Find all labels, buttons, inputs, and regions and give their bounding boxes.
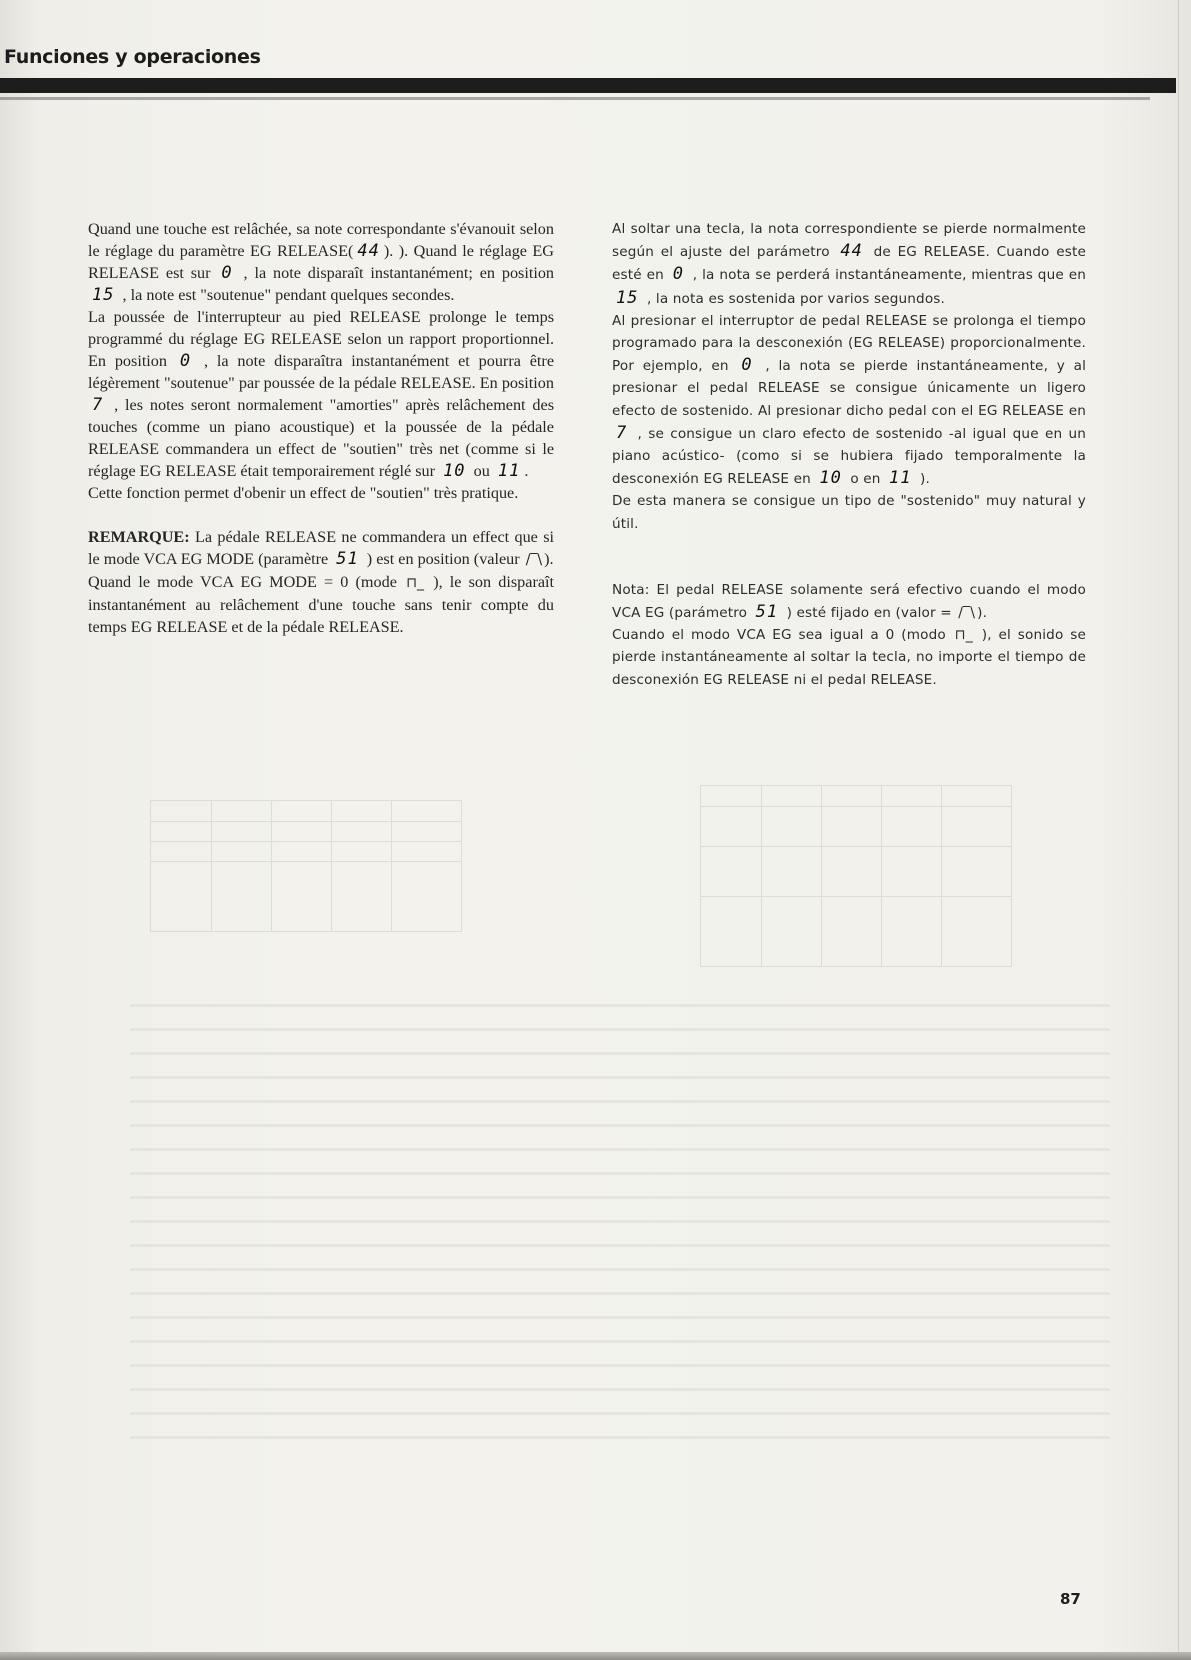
section-title bbox=[4, 46, 261, 68]
bleed-through-table-left bbox=[150, 800, 462, 932]
es-note-text-a: El pedal RELEASE solamente será efectivo cuando el modo VCA EG (parámetro bbox=[612, 581, 1086, 622]
es-p1-display-15: 15 bbox=[616, 287, 639, 308]
french-remark bbox=[88, 526, 554, 571]
fr-p2-display-7: 7 bbox=[92, 395, 104, 415]
es-p2-text-c: , se consigue un claro efecto de sostenido -al igual que en un piano acústico- (como si se hubiera fijado temporalmente la desconexión EG RELEASE en bbox=[612, 425, 1086, 488]
page-bottom-edge bbox=[0, 1652, 1191, 1660]
es-note-label: Nota: bbox=[612, 581, 650, 598]
es-note-display-51: 51 bbox=[755, 602, 779, 623]
french-column bbox=[88, 218, 554, 638]
fr-p2-display-11: 11 bbox=[497, 461, 521, 481]
page-number: 87 bbox=[1060, 1590, 1081, 1608]
envelope-shape-icon: /‾\ bbox=[958, 605, 976, 622]
fr-p2-display-10: 10 bbox=[443, 461, 466, 481]
french-paragraph-3: Cette fonction permet d'obenir un effect de "soutien" très pratique. bbox=[88, 484, 519, 502]
fr-p1-display-15: 15 bbox=[92, 285, 115, 305]
header-rule bbox=[0, 78, 1176, 93]
fr-p1-text-d: , la note est "soutenue" pendant quelques secondes. bbox=[122, 286, 455, 304]
fr-remark-text-e: ), le son disparaît instantanément au relâchement d'une touche sans tenir compte du temps EG RELEASE et de la pédale RELEASE. bbox=[88, 573, 555, 636]
fr-p1-display-44: 44 bbox=[357, 241, 380, 261]
es-p2-text-e: ). bbox=[920, 471, 930, 488]
es-p2-text-a: Al presionar el interruptor de pedal RELEASE se prolonga el tiempo programado para la desconexión (EG RELEASE) proporcionalmente. Por ejemplo, en bbox=[612, 312, 1086, 375]
header-rule-thin bbox=[0, 97, 1150, 100]
es-p2-display-11: 11 bbox=[889, 468, 912, 489]
fr-remark-display-51: 51 bbox=[336, 549, 359, 569]
es-note-text-e: ), el sonido se pierde instantáneamente al soltar la tecla, no importe el tiempo de desconexión EG RELEASE ni el pedal RELEASE. bbox=[612, 627, 1086, 688]
spanish-column bbox=[612, 218, 1086, 691]
es-p1-text-c: , la nota se perderá instantáneamente, mientras que en bbox=[692, 267, 1086, 284]
page-edge-line bbox=[1178, 0, 1179, 1660]
fr-remark-label: REMARQUE: bbox=[88, 528, 190, 546]
fr-p2-text-b: , la note disparaîtra instantanément et pourra être légèrement "soutenue" par poussée de la pédale RELEASE. En position bbox=[88, 352, 555, 392]
fr-p2-display-0: 0 bbox=[179, 351, 192, 371]
fr-remark-text-d: Quand le mode VCA EG MODE = 0 (mode bbox=[88, 573, 397, 591]
es-p2-display-7: 7 bbox=[616, 422, 628, 443]
spanish-paragraph-1 bbox=[612, 218, 1086, 310]
es-note-text-c: ). bbox=[977, 605, 988, 622]
es-p1-display-44: 44 bbox=[840, 241, 863, 262]
section-title-text: Funciones y operaciones bbox=[4, 46, 261, 68]
es-p2-display-0: 0 bbox=[741, 355, 753, 376]
envelope-shape-icon: /‾\ bbox=[525, 552, 543, 568]
gate-shape-icon: ⊓_ bbox=[954, 627, 973, 644]
french-remark-2 bbox=[88, 571, 554, 638]
fr-p2-text-c: , les notes seront normalement "amorties" après relâchement des touches (comme un piano acoustique) et la poussée de la pédale RELEASE commandera un effect de "soutien" très net (comme si le réglage EG RELEASE était temporairement réglé sur bbox=[88, 396, 555, 480]
bleed-through-table-right bbox=[700, 785, 1012, 967]
fr-p2-text-e: . bbox=[524, 462, 529, 480]
fr-remark-text-c: ). bbox=[544, 550, 554, 568]
spanish-paragraph-3: De esta manera se consigue un tipo de "sostenido" muy natural y útil. bbox=[612, 493, 1086, 532]
fr-p1-text-c: , la note disparaît instantanément; en position bbox=[243, 264, 555, 282]
es-note-text-b: ) esté fijado en (valor = bbox=[786, 605, 952, 622]
bleed-through-text-block bbox=[130, 990, 1110, 1450]
spanish-note-2 bbox=[612, 624, 1086, 691]
es-p1-text-d: , la nota es sostenida por varios segundos. bbox=[646, 290, 945, 307]
fr-remark-text-a: La pédale RELEASE ne commandera un effect que si le mode VCA EG MODE (paramètre bbox=[88, 528, 555, 568]
fr-p1-display-0: 0 bbox=[221, 263, 233, 283]
fr-p1-text-b: ). Quand le réglage EG RELEASE est sur bbox=[88, 242, 554, 282]
es-note-text-d: Cuando el modo VCA EG sea igual a 0 (modo bbox=[612, 627, 946, 644]
french-paragraph-1: Quand une touche est relâchée, sa note correspondante s'évanouit selon le réglage du paramètre EG RELEASE( 44 ). ). Quand le réglage EG RELEASE est sur 0 , la note disparaît instantanément; en position 15 , la note est "soutenue" pendant quelques secondes. bbox=[88, 220, 555, 305]
fr-p2-text-d: ou bbox=[473, 462, 490, 480]
es-p1-text-a: Al soltar una tecla, la nota correspondiente se pierde normalmente según el ajuste del parámetro bbox=[612, 221, 1086, 261]
es-p1-display-0: 0 bbox=[672, 264, 684, 285]
spanish-note bbox=[612, 579, 1086, 624]
spanish-paragraph-2 bbox=[612, 310, 1086, 491]
es-p2-text-d: o en bbox=[850, 471, 881, 488]
es-p2-display-10: 10 bbox=[819, 468, 842, 489]
fr-p1-text-a: Quand une touche est relâchée, sa note correspondante s'évanouit selon le réglage du paramètre EG RELEASE( bbox=[88, 220, 554, 260]
fr-remark-text-b: ) est en position (valeur bbox=[366, 550, 520, 568]
fr-p2-text-a: La poussée de l'interrupteur au pied RELEASE prolonge le temps programmé du réglage EG RELEASE selon un rapport proportionnel. En position bbox=[88, 308, 554, 370]
french-paragraph-2 bbox=[88, 306, 554, 482]
es-p1-text-b: de EG RELEASE. Cuando este esté en bbox=[612, 244, 1086, 284]
es-p2-text-b: , la nota se pierde instantáneamente, y al presionar el pedal RELEASE se consigue únicamente un ligero efecto de sostenido. Al presionar dicho pedal con el EG RELEASE en bbox=[612, 358, 1087, 419]
gate-shape-icon: ⊓_ bbox=[406, 575, 425, 591]
